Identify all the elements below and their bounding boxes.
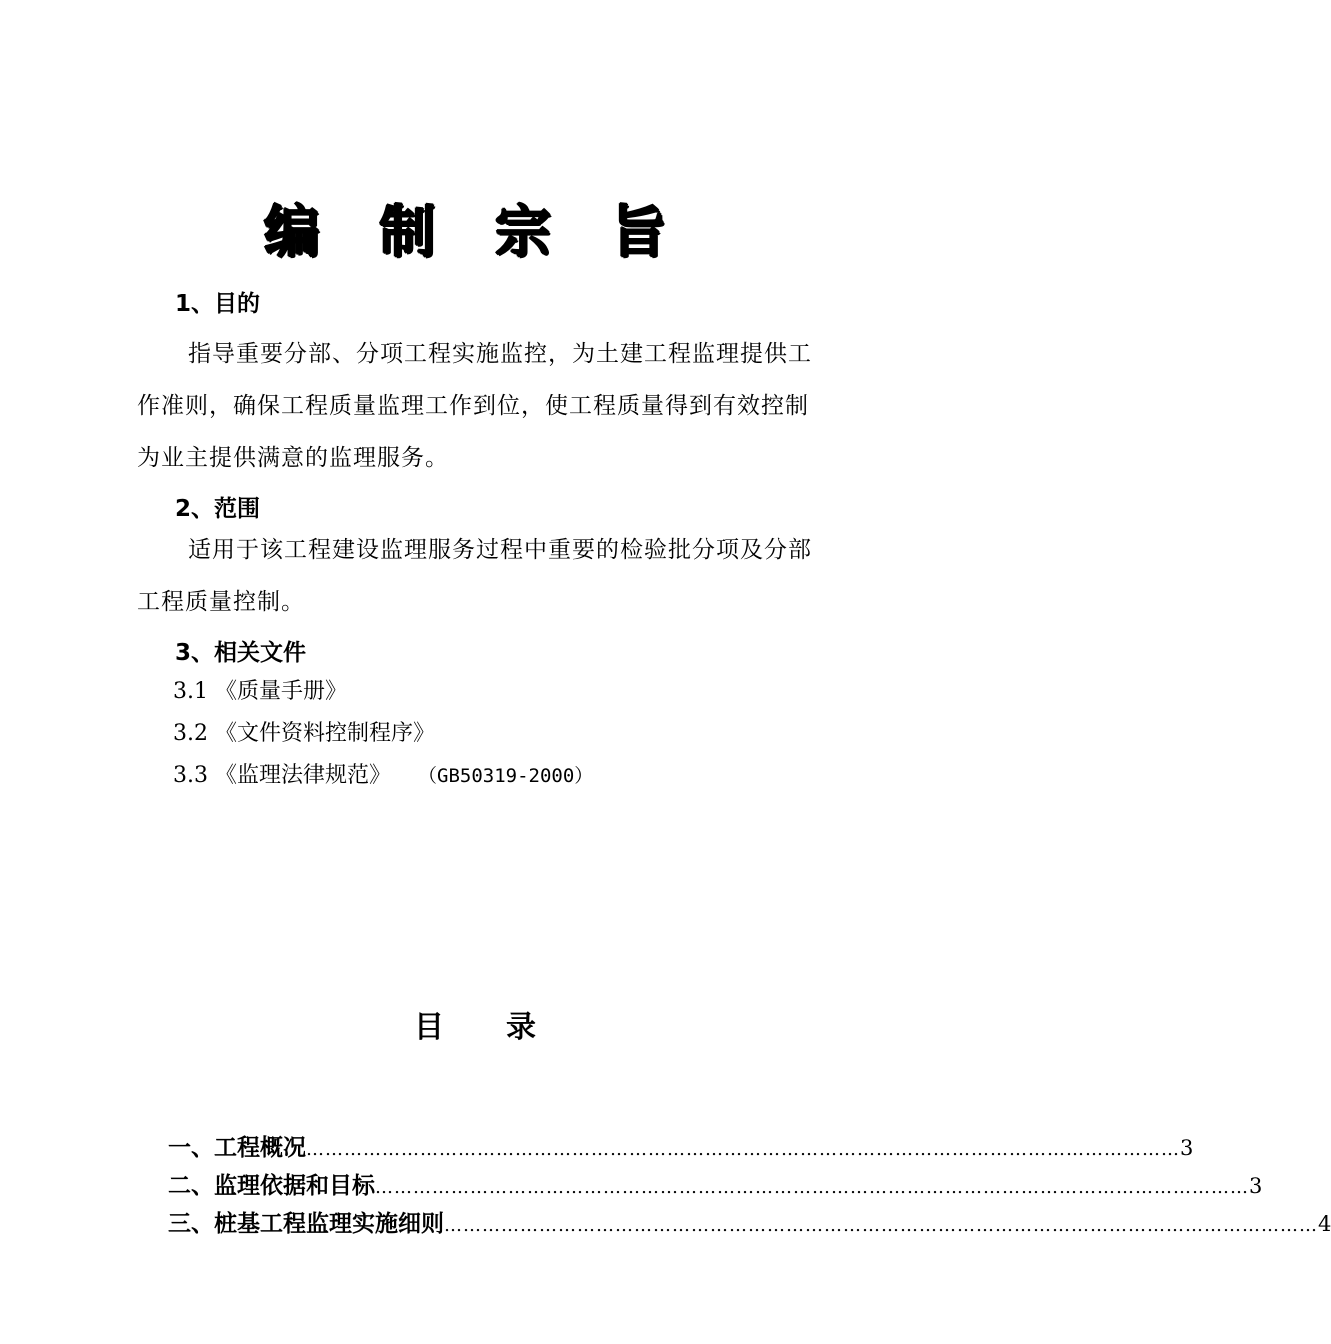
reference-code: （GB50319-2000） — [418, 765, 594, 787]
reference-title: 《监理法律规范》 — [215, 763, 392, 788]
reference-title: 《质量手册》 — [215, 679, 348, 704]
toc-entry-page: 3 — [1249, 1174, 1263, 1198]
toc-entry[interactable] — [168, 1208, 1331, 1242]
paragraph-line: 指导重要分部、分项工程实施监控，为土建工程监理提供工 — [188, 341, 812, 367]
toc-leader-dots: ………………………………………………………………………………………………………………………… — [306, 1139, 1180, 1160]
reference-item — [173, 761, 593, 791]
reference-title: 《文件资料控制程序》 — [215, 721, 436, 746]
toc-entry-page: 4 — [1318, 1212, 1331, 1236]
toc-title-right: 录 — [506, 1010, 536, 1045]
toc-leader-dots: ………………………………………………………………………………………………………………………… — [375, 1177, 1249, 1198]
section-heading-purpose: 1、目的 — [175, 291, 261, 317]
toc-title — [0, 1008, 950, 1048]
toc-entry-label: 一、工程概况 — [168, 1135, 306, 1161]
reference-number: 3.2 — [173, 721, 208, 746]
reference-item — [173, 719, 435, 749]
toc-leader-dots: ………………………………………………………………………………………………………………………… — [444, 1215, 1318, 1236]
paragraph-line: 适用于该工程建设监理服务过程中重要的检验批分项及分部 — [188, 537, 812, 563]
toc-entry[interactable] — [168, 1170, 1263, 1204]
main-title: 编 制 宗 旨 — [263, 200, 687, 265]
reference-item — [173, 677, 347, 707]
toc-title-left: 目 — [414, 1010, 444, 1045]
reference-number: 3.1 — [173, 679, 208, 704]
paragraph-line: 工程质量控制。 — [137, 589, 305, 615]
section-heading-scope: 2、范围 — [175, 496, 261, 522]
paragraph-line: 作准则，确保工程质量监理工作到位，使工程质量得到有效控制 — [137, 393, 809, 419]
toc-entry-label: 三、桩基工程监理实施细则 — [168, 1211, 444, 1237]
reference-number: 3.3 — [173, 763, 208, 788]
toc-entry[interactable] — [168, 1132, 1194, 1166]
toc-entry-label: 二、监理依据和目标 — [168, 1173, 375, 1199]
section-heading-related-documents: 3、相关文件 — [175, 640, 307, 666]
paragraph-line: 为业主提供满意的监理服务。 — [137, 445, 449, 471]
toc-entry-page: 3 — [1180, 1136, 1194, 1160]
